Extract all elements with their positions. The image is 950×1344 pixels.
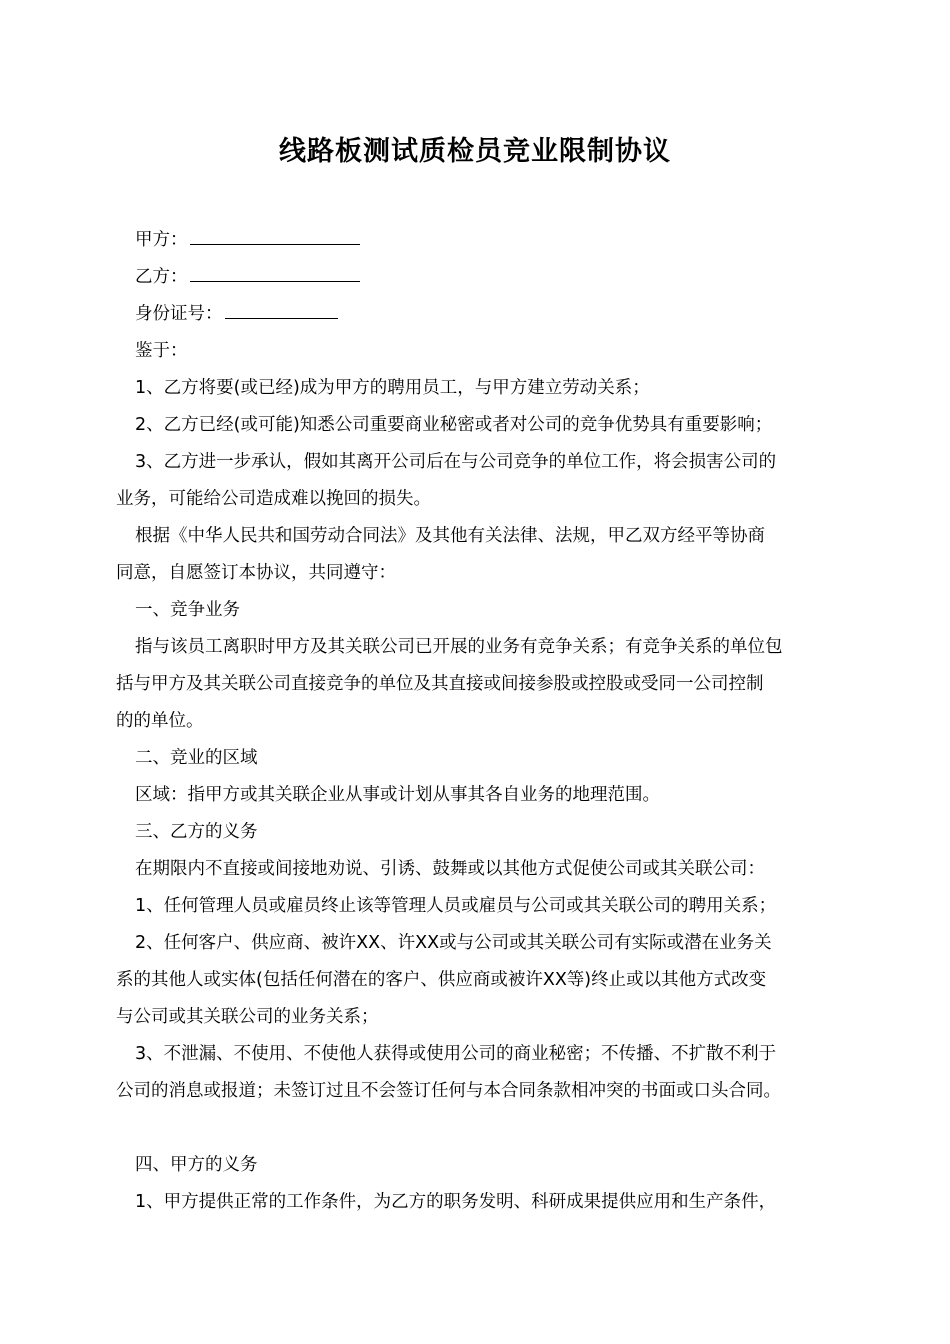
section-2-heading: 二、竞业的区域 [135, 748, 258, 768]
section-4-heading: 四、甲方的义务 [135, 1155, 258, 1175]
legal-basis-line-2: 同意，自愿签订本协议，共同遵守： [116, 563, 396, 583]
whereas-item-3-line-2: 业务，可能给公司造成难以挽回的损失。 [116, 489, 431, 509]
section-2-line-1: 区域：指甲方或其关联企业从事或计划从事其各自业务的地理范围。 [135, 785, 660, 805]
section-1-line-2: 括与甲方及其关联公司直接竞争的单位及其直接或间接参股或控股或受同一公司控制 [116, 674, 764, 694]
section-1-line-1: 指与该员工离职时甲方及其关联公司已开展的业务有竞争关系；有竞争关系的单位包 [135, 637, 783, 657]
section-3-item-2-line-3: 与公司或其关联公司的业务关系； [116, 1007, 379, 1027]
party-a-line [116, 222, 838, 259]
party-a-blank [190, 222, 360, 245]
document-title: 线路板测试质检员竞业限制协议 [279, 136, 671, 167]
whereas-item-3-line-1: 3、乙方进一步承认，假如其离开公司后在与公司竞争的单位工作，将会损害公司的 [135, 452, 777, 472]
section-3-item-2-line-1: 2、任何客户、供应商、被许XX、许XX或与公司或其关联公司有实际或潜在业务关 [135, 933, 772, 953]
party-a-label: 甲方： [135, 230, 188, 250]
party-b-line [116, 259, 838, 296]
section-3-item-1: 1、任何管理人员或雇员终止该等管理人员或雇员与公司或其关联公司的聘用关系； [135, 896, 777, 916]
legal-basis-line-1: 根据《中华人民共和国劳动合同法》及其他有关法律、法规，甲乙双方经平等协商 [135, 526, 765, 546]
id-number-blank [225, 296, 338, 319]
section-3-item-3-line-1: 3、不泄漏、不使用、不使他人获得或使用公司的商业秘密；不传播、不扩散不利于 [135, 1044, 777, 1064]
section-4-item-1-line-1: 1、甲方提供正常的工作条件，为乙方的职务发明、科研成果提供应用和生产条件， [135, 1192, 777, 1212]
whereas-heading: 鉴于： [135, 341, 188, 361]
party-b-label: 乙方： [135, 267, 188, 287]
section-3-item-3-line-2: 公司的消息或报道；未签订过且不会签订任何与本合同条款相冲突的书面或口头合同。 [116, 1081, 781, 1101]
section-1-heading: 一、竞争业务 [135, 600, 240, 620]
document-body [116, 222, 838, 1221]
section-1-line-3: 的的单位。 [116, 711, 204, 731]
spacer [116, 1110, 838, 1147]
whereas-item-1: 1、乙方将要(或已经)成为甲方的聘用员工，与甲方建立劳动关系； [135, 378, 650, 398]
whereas-item-2: 2、乙方已经(或可能)知悉公司重要商业秘密或者对公司的竞争优势具有重要影响； [135, 415, 773, 435]
section-3-item-2-line-2: 系的其他人或实体(包括任何潜在的客户、供应商或被许XX等)终止或以其他方式改变 [116, 970, 767, 990]
party-b-blank [190, 259, 360, 282]
section-3-intro: 在期限内不直接或间接地劝说、引诱、鼓舞或以其他方式促使公司或其关联公司： [135, 859, 765, 879]
id-number-label: 身份证号： [135, 304, 223, 324]
id-number-line [116, 296, 838, 333]
section-3-heading: 三、乙方的义务 [135, 822, 258, 842]
